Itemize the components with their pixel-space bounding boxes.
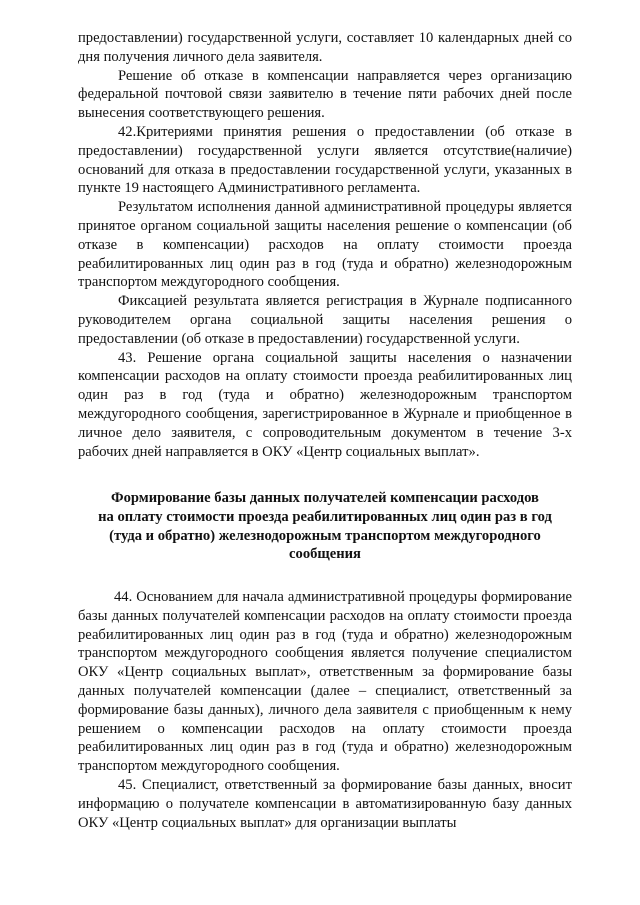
paragraph-fixation: Фиксацией результата является регистрация в Журнале подписанного руководителем органа социальной защиты населения решения о предоставлении (об отказе в предоставлении) государственной услуги.	[78, 293, 572, 347]
paragraph-42: 42.Критериями принятия решения о предоставлении (об отказе в предоставлении) государственной услуги является отсутствие(наличие) оснований для отказа в предоставлении государственной услуги, указанных в пункте 19 настоящего Административного регламента.	[78, 123, 572, 197]
body-text-top	[78, 29, 572, 461]
section-heading-line: (туда и обратно) железнодорожным транспортом междугородного	[109, 527, 541, 544]
section-heading-line: Формирование базы данных получателей компенсации расходов	[111, 490, 539, 506]
section-heading-line: на оплату стоимости проезда реабилитированных лиц один раз в год	[98, 508, 552, 525]
paragraph-45: 45. Специалист, ответственный за формирование базы данных, вносит информацию о получателе компенсации в автоматизированную базу данных ОКУ «Центр социальных выплат» для организации выплаты	[78, 776, 572, 831]
paragraph-44: 44. Основанием для начала административной процедуры формирование базы данных получателей компенсации расходов на оплату стоимости проезда реабилитированных лиц один раз в год (туда и обратно) железнодорожным транспортом междугородного сообщения является получение специалистом ОКУ «Центр социальных выплат», ответственным за формирование базы данных получателей компенсации (далее – специалист, ответственный за формирование базы данных), личного дела заявителя с приобщенным к нему решением о компенсации расходов на оплату стоимости проезда реабилитированных лиц один раз в год (туда и обратно) железнодорожным транспортом междугородного сообщения.	[78, 589, 572, 775]
paragraph-43: 43. Решение органа социальной защиты населения о назначении компенсации расходов на оплату стоимости проезда реабилитированных лиц один раз в год (туда и обратно) железнодорожным транспортом междугородного сообщения, зарегистрированное в Журнале и приобщенное в личное дело заявителя, с сопроводительным документом в течение 3-х рабочих дней направляется в ОКУ «Центр социальных выплат».	[78, 349, 572, 460]
section-heading-line: сообщения	[289, 546, 361, 563]
paragraph-refusal-notice: Решение об отказе в компенсации направляется через организацию федеральной почтовой связи заявителю в течение пяти рабочих дней после вынесения соответствующего решения.	[78, 67, 572, 122]
body-text-bottom	[78, 588, 572, 832]
paragraph-continuation: предоставлении) государственной услуги, составляет 10 календарных дней со дня получения личного дела заявителя.	[78, 30, 572, 65]
paragraph-result: Результатом исполнения данной административной процедуры является принятое органом социальной защиты населения решение о компенсации (об отказе в компенсации) расходов на оплату стоимости проезда реабилитированных лиц один раз в год (туда и обратно) железнодорожным транспортом междугородного сообщения.	[78, 199, 572, 291]
section-heading	[78, 489, 572, 564]
